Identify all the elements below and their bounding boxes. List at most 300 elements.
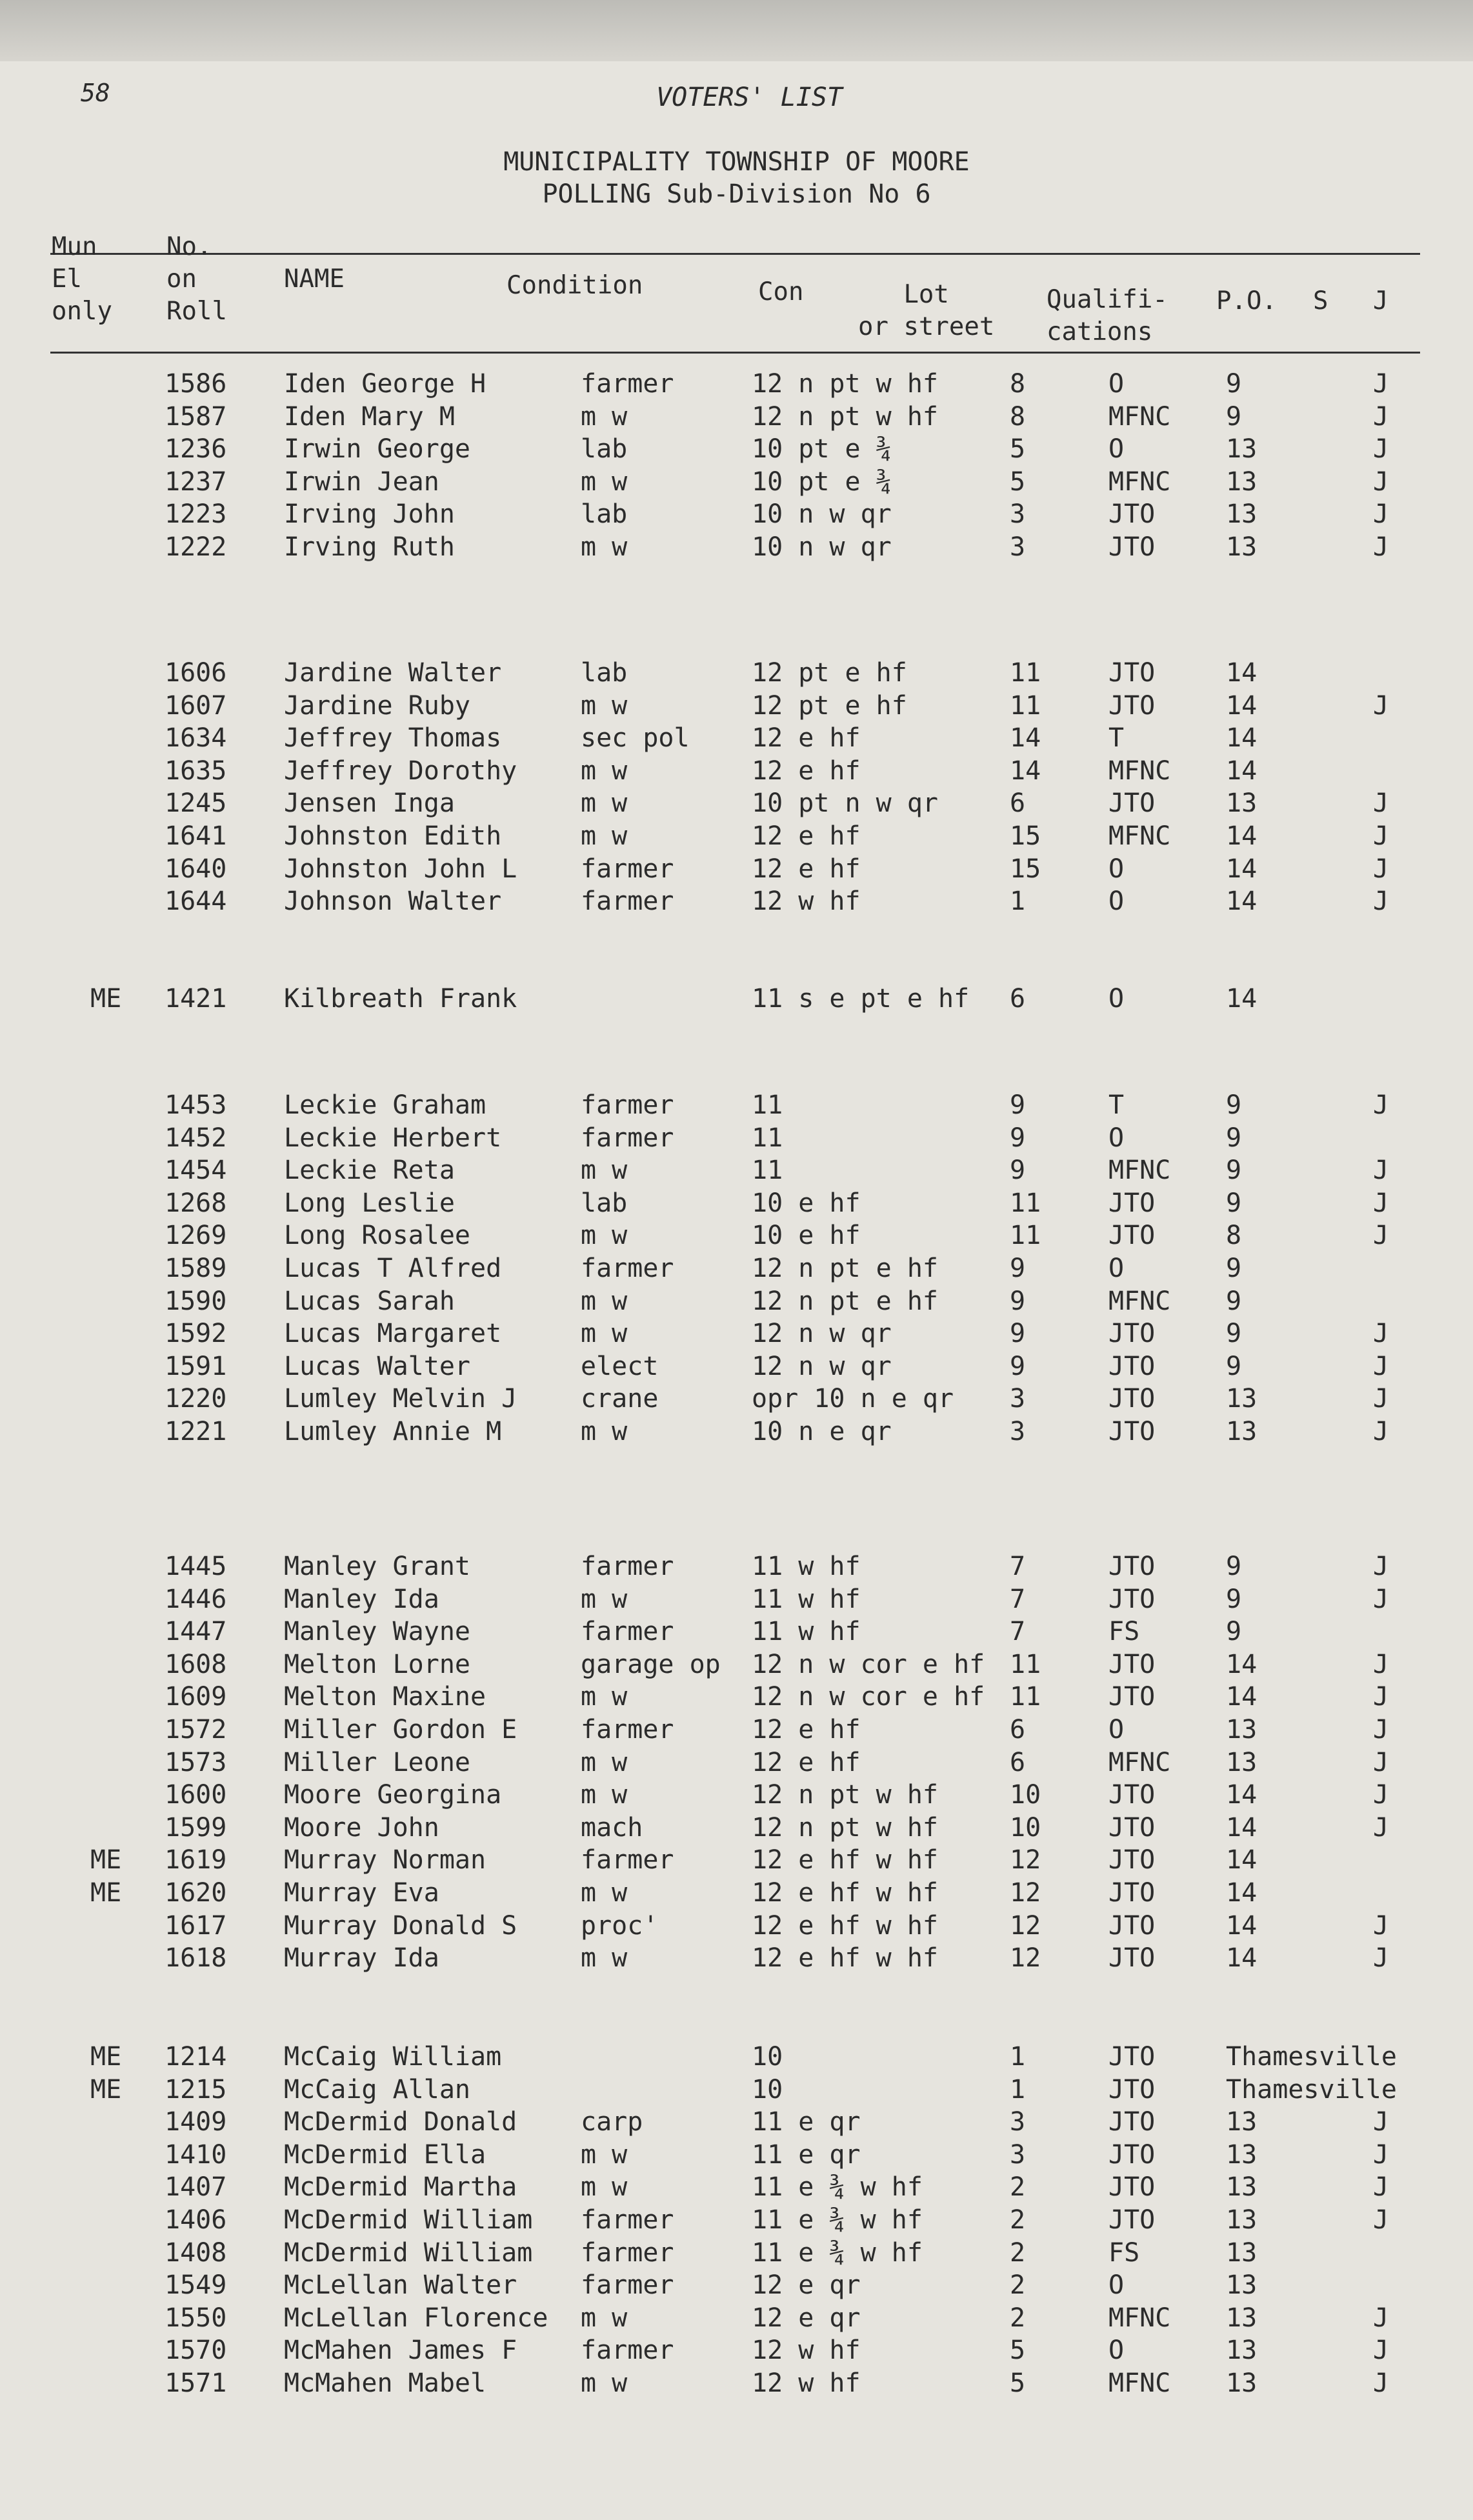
voter-roll-number: 1573 <box>165 1747 227 1777</box>
voter-qualification: O <box>1108 1123 1125 1153</box>
voter-post-office: Thamesville <box>1226 2074 1397 2105</box>
voter-row <box>0 369 1473 403</box>
voter-row <box>0 1155 1473 1189</box>
voter-name: Miller Leone <box>284 1747 470 1777</box>
voter-roll-number: 1618 <box>165 1943 227 1974</box>
voter-juror-flag: J <box>1373 369 1389 399</box>
voter-lot: 10 <box>1010 1780 1041 1810</box>
voter-row <box>0 821 1473 855</box>
voter-name: Iden George H <box>284 369 486 399</box>
voter-juror-flag: J <box>1373 1747 1389 1777</box>
col-header-mun: Mun El only <box>52 232 112 326</box>
voter-row <box>0 2335 1473 2369</box>
voter-roll-number: 1407 <box>165 2172 227 2203</box>
voter-juror-flag: J <box>1373 532 1389 562</box>
voter-juror-flag: J <box>1373 2107 1389 2137</box>
voter-roll-number: 1421 <box>165 984 227 1014</box>
voter-name: McCaig William <box>284 2042 502 2072</box>
voter-qualification: JTO <box>1108 690 1156 721</box>
voter-name: Melton Lorne <box>284 1649 470 1679</box>
voter-concession: 11 e ¾ w hf <box>752 2172 923 2203</box>
voter-condition: m w <box>581 466 628 497</box>
voter-concession: 10 n w qr <box>752 532 892 562</box>
voter-row <box>0 1780 1473 1814</box>
voter-juror-flag: J <box>1373 854 1389 884</box>
voter-roll-number: 1245 <box>165 788 227 819</box>
voter-lot: 6 <box>1010 788 1026 819</box>
voter-row <box>0 2042 1473 2075</box>
voter-roll-number: 1617 <box>165 1910 227 1941</box>
voter-lot: 6 <box>1010 1715 1026 1745</box>
voter-qualification: O <box>1108 854 1125 884</box>
voter-name: Iden Mary M <box>284 401 455 432</box>
voter-lot: 3 <box>1010 499 1026 530</box>
voter-name: Long Rosalee <box>284 1221 470 1251</box>
voter-roll-number: 1587 <box>165 401 227 432</box>
voter-concession: 10 e hf <box>752 1188 861 1218</box>
voter-name: Murray Ida <box>284 1943 439 1974</box>
voter-concession: 12 pt e hf <box>752 658 907 688</box>
voter-roll-number: 1549 <box>165 2270 227 2301</box>
voter-concession: 11 e ¾ w hf <box>752 2205 923 2235</box>
voter-name: Irving John <box>284 499 455 530</box>
voter-juror-flag: J <box>1373 2303 1389 2333</box>
voter-post-office: 9 <box>1226 1319 1242 1349</box>
voter-qualification: JTO <box>1108 2139 1156 2170</box>
voter-condition: m w <box>581 532 628 562</box>
voter-concession: 12 w hf <box>752 886 861 917</box>
voter-post-office: 14 <box>1226 886 1258 917</box>
voter-row <box>0 1384 1473 1417</box>
voter-name: Miller Gordon E <box>284 1715 517 1745</box>
voter-row <box>0 788 1473 822</box>
voter-qualification: O <box>1108 984 1125 1014</box>
voter-condition: m w <box>581 1584 628 1614</box>
voter-lot: 5 <box>1010 434 1026 465</box>
voter-concession: 10 pt e ¾ <box>752 434 892 465</box>
voter-name: McMahen James F <box>284 2335 517 2366</box>
voter-post-office: 14 <box>1226 658 1258 688</box>
voter-name: Leckie Reta <box>284 1155 455 1186</box>
voter-roll-number: 1221 <box>165 1417 227 1446</box>
voter-lot: 1 <box>1010 2042 1026 2072</box>
voter-juror-flag: J <box>1373 1943 1389 1974</box>
voter-qualification: MFNC <box>1108 466 1171 497</box>
voter-row <box>0 1221 1473 1254</box>
voter-qualification: JTO <box>1108 1584 1156 1614</box>
voter-condition: elect <box>581 1351 659 1381</box>
voter-lot: 3 <box>1010 1417 1026 1446</box>
voter-roll-number: 1406 <box>165 2205 227 2235</box>
voter-condition: m w <box>581 1780 628 1810</box>
voter-qualification: JTO <box>1108 2172 1156 2203</box>
voter-roll-number: 1586 <box>165 369 227 399</box>
voter-mun-flag: ME <box>90 1878 122 1908</box>
voter-roll-number: 1607 <box>165 690 227 721</box>
voter-concession: 12 n pt w hf <box>752 1812 938 1843</box>
voter-lot: 7 <box>1010 1584 1026 1614</box>
voter-juror-flag: J <box>1373 1384 1389 1414</box>
voter-juror-flag: J <box>1373 1649 1389 1679</box>
voter-roll-number: 1570 <box>165 2335 227 2366</box>
voter-roll-number: 1268 <box>165 1188 227 1218</box>
voter-post-office: 9 <box>1226 1155 1242 1186</box>
voter-condition: farmer <box>581 1123 674 1153</box>
voter-name: Jardine Ruby <box>284 690 470 721</box>
voter-roll-number: 1600 <box>165 1780 227 1810</box>
voter-roll-number: 1445 <box>165 1552 227 1581</box>
voter-roll-number: 1591 <box>165 1351 227 1381</box>
voter-roll-number: 1644 <box>165 886 227 917</box>
voter-row <box>0 1682 1473 1715</box>
voter-juror-flag: J <box>1373 1221 1389 1251</box>
voter-juror-flag: J <box>1373 1351 1389 1381</box>
voter-row <box>0 1813 1473 1846</box>
voter-condition: m w <box>581 401 628 432</box>
voter-condition: farmer <box>581 1552 674 1581</box>
voter-qualification: JTO <box>1108 532 1156 562</box>
voter-qualification: O <box>1108 1715 1125 1745</box>
voter-juror-flag: J <box>1373 1155 1389 1186</box>
col-header-qualifications: Qualifi- cations <box>1047 285 1168 346</box>
voter-concession: 12 e hf <box>752 755 861 786</box>
voter-juror-flag: J <box>1373 1780 1389 1810</box>
voter-qualification: JTO <box>1108 2074 1156 2105</box>
voter-condition: carp <box>581 2107 643 2137</box>
voter-post-office: 13 <box>1226 434 1258 465</box>
voter-roll-number: 1572 <box>165 1715 227 1745</box>
voter-roll-number: 1223 <box>165 499 227 530</box>
voter-post-office: 14 <box>1226 723 1258 754</box>
voter-concession: 11 e qr <box>752 2139 861 2170</box>
voter-qualification: MFNC <box>1108 401 1171 432</box>
voter-post-office: 14 <box>1226 690 1258 721</box>
voter-name: Jardine Walter <box>284 658 502 688</box>
voter-juror-flag: J <box>1373 690 1389 721</box>
voter-qualification: T <box>1108 723 1125 754</box>
voter-condition: lab <box>581 499 628 530</box>
voter-post-office: 14 <box>1226 1943 1258 1974</box>
voter-juror-flag: J <box>1373 1090 1389 1120</box>
voter-lot: 12 <box>1010 1943 1041 1974</box>
header-rule-top <box>50 253 1420 255</box>
voter-name: McMahen Mabel <box>284 2368 486 2398</box>
voter-name: Manley Grant <box>284 1552 470 1581</box>
voter-post-office: 13 <box>1226 2107 1258 2137</box>
voter-post-office: 14 <box>1226 1878 1258 1908</box>
voter-row <box>0 1878 1473 1912</box>
voter-name: McLellan Florence <box>284 2303 548 2333</box>
voter-row <box>0 854 1473 888</box>
voter-lot: 3 <box>1010 532 1026 562</box>
voter-condition: m w <box>581 1682 628 1712</box>
voter-juror-flag: J <box>1373 1682 1389 1712</box>
voter-concession: 11 w hf <box>752 1584 861 1614</box>
voter-condition: m w <box>581 2172 628 2203</box>
voter-row <box>0 402 1473 435</box>
voter-row <box>0 1286 1473 1320</box>
voter-qualification: JTO <box>1108 1649 1156 1679</box>
voter-name: Moore John <box>284 1812 439 1843</box>
voter-qualification: JTO <box>1108 499 1156 530</box>
voter-post-office: 13 <box>1226 2139 1258 2170</box>
voter-lot: 9 <box>1010 1254 1026 1283</box>
voter-qualification: JTO <box>1108 1780 1156 1810</box>
voter-qualification: O <box>1108 1254 1125 1283</box>
voter-concession: 10 e hf <box>752 1221 861 1251</box>
voter-row <box>0 2075 1473 2108</box>
voter-row <box>0 1319 1473 1352</box>
voter-qualification: JTO <box>1108 1812 1156 1843</box>
voter-concession: 12 e hf w hf <box>752 1943 938 1974</box>
voter-concession: 10 n w qr <box>752 499 892 530</box>
voter-row <box>0 658 1473 692</box>
voter-post-office: 14 <box>1226 1845 1258 1875</box>
voter-lot: 12 <box>1010 1845 1041 1875</box>
voter-qualification: MFNC <box>1108 821 1171 851</box>
voter-name: Leckie Herbert <box>284 1123 502 1153</box>
voter-roll-number: 1634 <box>165 723 227 754</box>
col-header-s: S <box>1313 286 1328 315</box>
voter-qualification: T <box>1108 1090 1125 1120</box>
voter-lot: 3 <box>1010 2107 1026 2137</box>
voter-row <box>0 499 1473 533</box>
voter-name: McDermid Ella <box>284 2139 486 2170</box>
voter-juror-flag: J <box>1373 1584 1389 1614</box>
voter-roll-number: 1599 <box>165 1812 227 1843</box>
voter-concession: 11 <box>752 1090 783 1120</box>
voter-qualification: JTO <box>1108 1910 1156 1941</box>
voter-row <box>0 1552 1473 1585</box>
voter-qualification: MFNC <box>1108 1155 1171 1186</box>
voter-roll-number: 1452 <box>165 1123 227 1153</box>
voter-post-office: 13 <box>1226 1747 1258 1777</box>
voter-roll-number: 1215 <box>165 2074 227 2105</box>
voter-roll-number: 1454 <box>165 1155 227 1186</box>
voter-post-office: 13 <box>1226 1715 1258 1745</box>
voter-lot: 5 <box>1010 466 1026 497</box>
voter-name: Murray Eva <box>284 1878 439 1908</box>
voter-post-office: 14 <box>1226 821 1258 851</box>
voter-lot: 3 <box>1010 1384 1026 1414</box>
voter-juror-flag: J <box>1373 499 1389 530</box>
voter-post-office: 13 <box>1226 1384 1258 1414</box>
voter-concession: 12 pt e hf <box>752 690 907 721</box>
voter-juror-flag: J <box>1373 1188 1389 1218</box>
voter-row <box>0 1254 1473 1287</box>
voter-concession: 12 e hf w hf <box>752 1878 938 1908</box>
voter-juror-flag: J <box>1373 821 1389 851</box>
voter-condition: farmer <box>581 369 674 399</box>
voter-qualification: JTO <box>1108 1845 1156 1875</box>
voter-name: Jeffrey Dorothy <box>284 755 517 786</box>
polling-subdivision: POLLING Sub-Division No 6 <box>542 179 931 209</box>
voter-name: Johnson Walter <box>284 886 502 917</box>
voter-qualification: O <box>1108 2270 1125 2301</box>
voter-post-office: Thamesville <box>1226 2042 1397 2072</box>
voter-concession: 12 n pt w hf <box>752 369 938 399</box>
voter-concession: 12 e hf <box>752 1747 861 1777</box>
voter-lot: 6 <box>1010 984 1026 1014</box>
voter-post-office: 13 <box>1226 532 1258 562</box>
voter-condition: proc' <box>581 1910 659 1941</box>
voter-juror-flag: J <box>1373 788 1389 819</box>
voter-qualification: JTO <box>1108 1188 1156 1218</box>
voter-row <box>0 1748 1473 1781</box>
voter-post-office: 13 <box>1226 2335 1258 2366</box>
voter-roll-number: 1571 <box>165 2368 227 2398</box>
voter-name: Murray Donald S <box>284 1910 517 1941</box>
voter-name: McDermid William <box>284 2205 533 2235</box>
voter-juror-flag: J <box>1373 2139 1389 2170</box>
voter-concession: 10 pt n w qr <box>752 788 938 819</box>
col-header-po: P.O. <box>1216 286 1277 315</box>
voter-lot: 10 <box>1010 1812 1041 1843</box>
voter-name: Murray Norman <box>284 1845 486 1875</box>
voter-post-office: 14 <box>1226 984 1258 1014</box>
voter-name: McCaig Allan <box>284 2074 470 2105</box>
voter-name: Johnston John L <box>284 854 517 884</box>
voter-condition: m w <box>581 2139 628 2170</box>
voter-post-office: 9 <box>1226 1254 1242 1283</box>
voter-post-office: 13 <box>1226 2205 1258 2235</box>
voter-post-office: 13 <box>1226 2303 1258 2333</box>
voter-post-office: 13 <box>1226 1417 1258 1446</box>
voter-mun-flag: ME <box>90 2074 122 2105</box>
voter-concession: 12 e hf <box>752 821 861 851</box>
voter-roll-number: 1453 <box>165 1090 227 1120</box>
voter-roll-number: 1641 <box>165 821 227 851</box>
voter-post-office: 9 <box>1226 1090 1242 1120</box>
col-header-con: Con <box>758 277 804 306</box>
voter-roll-number: 1619 <box>165 1845 227 1875</box>
col-header-lot: Lot or street <box>858 280 995 341</box>
voter-juror-flag: J <box>1373 2205 1389 2235</box>
voter-lot: 8 <box>1010 369 1026 399</box>
voter-post-office: 14 <box>1226 1780 1258 1810</box>
voter-qualification: JTO <box>1108 1943 1156 1974</box>
voter-row <box>0 2270 1473 2304</box>
voter-row <box>0 532 1473 566</box>
voter-condition: m w <box>581 2368 628 2398</box>
voter-name: Lucas T Alfred <box>284 1254 502 1283</box>
voter-juror-flag: J <box>1373 2335 1389 2366</box>
voter-lot: 2 <box>1010 2205 1026 2235</box>
voter-post-office: 13 <box>1226 2172 1258 2203</box>
voter-condition: farmer <box>581 1254 674 1283</box>
voter-row <box>0 1417 1473 1450</box>
voter-row <box>0 2303 1473 2337</box>
voter-concession: 12 n pt e hf <box>752 1286 938 1316</box>
voter-condition: m w <box>581 1878 628 1908</box>
voter-roll-number: 1220 <box>165 1384 227 1414</box>
voter-lot: 14 <box>1010 723 1041 754</box>
voter-qualification: JTO <box>1108 1319 1156 1349</box>
voter-juror-flag: J <box>1373 1715 1389 1745</box>
voter-concession: 10 pt e ¾ <box>752 466 892 497</box>
voter-qualification: JTO <box>1108 658 1156 688</box>
voter-lot: 6 <box>1010 1747 1026 1777</box>
voter-qualification: MFNC <box>1108 2368 1171 2398</box>
voter-concession: 12 n w cor e hf <box>752 1649 985 1679</box>
voter-roll-number: 1620 <box>165 1878 227 1908</box>
voter-lot: 11 <box>1010 1649 1041 1679</box>
voter-name: Lucas Margaret <box>284 1319 502 1349</box>
voter-concession: 12 n pt w hf <box>752 401 938 432</box>
voter-condition: m w <box>581 1286 628 1316</box>
voter-condition: farmer <box>581 1617 674 1647</box>
voter-condition: m w <box>581 788 628 819</box>
voter-name: Kilbreath Frank <box>284 984 517 1014</box>
voter-concession: 12 n w qr <box>752 1351 892 1381</box>
voter-row <box>0 756 1473 790</box>
voter-row <box>0 1585 1473 1618</box>
voter-roll-number: 1608 <box>165 1649 227 1679</box>
voter-lot: 14 <box>1010 755 1041 786</box>
voter-concession: 11 s e pt e hf <box>752 984 970 1014</box>
voter-lot: 11 <box>1010 1682 1041 1712</box>
voter-lot: 3 <box>1010 2139 1026 2170</box>
voter-juror-flag: J <box>1373 434 1389 465</box>
voter-roll-number: 1447 <box>165 1617 227 1647</box>
voter-name: Irwin George <box>284 434 470 465</box>
voter-roll-number: 1446 <box>165 1584 227 1614</box>
voter-post-office: 14 <box>1226 1649 1258 1679</box>
voter-concession: 12 e qr <box>752 2270 861 2301</box>
voter-name: Lucas Sarah <box>284 1286 455 1316</box>
voter-row <box>0 723 1473 757</box>
voter-lot: 9 <box>1010 1123 1026 1153</box>
voter-qualification: JTO <box>1108 2042 1156 2072</box>
voter-mun-flag: ME <box>90 2042 122 2072</box>
voter-post-office: 14 <box>1226 1910 1258 1941</box>
voter-qualification: MFNC <box>1108 1747 1171 1777</box>
voter-row <box>0 1845 1473 1879</box>
voter-qualification: MFNC <box>1108 1286 1171 1316</box>
voter-concession: 12 n pt w hf <box>752 1780 938 1810</box>
voter-juror-flag: J <box>1373 2172 1389 2203</box>
voter-qualification: FS <box>1108 2237 1140 2268</box>
voter-name: Long Leslie <box>284 1188 455 1218</box>
voter-qualification: O <box>1108 2335 1125 2366</box>
voter-concession: 12 e qr <box>752 2303 861 2333</box>
voter-condition: lab <box>581 434 628 465</box>
voter-post-office: 13 <box>1226 788 1258 819</box>
voter-roll-number: 1640 <box>165 854 227 884</box>
voter-name: Johnston Edith <box>284 821 502 851</box>
voter-post-office: 13 <box>1226 499 1258 530</box>
voter-row <box>0 1090 1473 1124</box>
voter-row <box>0 1352 1473 1385</box>
voter-condition: lab <box>581 658 628 688</box>
voter-name: Lumley Melvin J <box>284 1384 517 1414</box>
voter-lot: 8 <box>1010 401 1026 432</box>
list-header: VOTERS' LIST <box>656 83 843 112</box>
voter-concession: 11 w hf <box>752 1617 861 1647</box>
voter-lot: 11 <box>1010 1188 1041 1218</box>
voter-post-office: 9 <box>1226 1123 1242 1153</box>
voter-lot: 9 <box>1010 1090 1026 1120</box>
voter-lot: 11 <box>1010 658 1041 688</box>
voter-post-office: 14 <box>1226 755 1258 786</box>
voter-name: Manley Wayne <box>284 1617 470 1647</box>
voter-condition: farmer <box>581 1845 674 1875</box>
voter-mun-flag: ME <box>90 1845 122 1875</box>
voter-row <box>0 2107 1473 2141</box>
voter-concession: 12 e hf <box>752 723 861 754</box>
voter-row <box>0 1123 1473 1157</box>
voter-qualification: O <box>1108 369 1125 399</box>
